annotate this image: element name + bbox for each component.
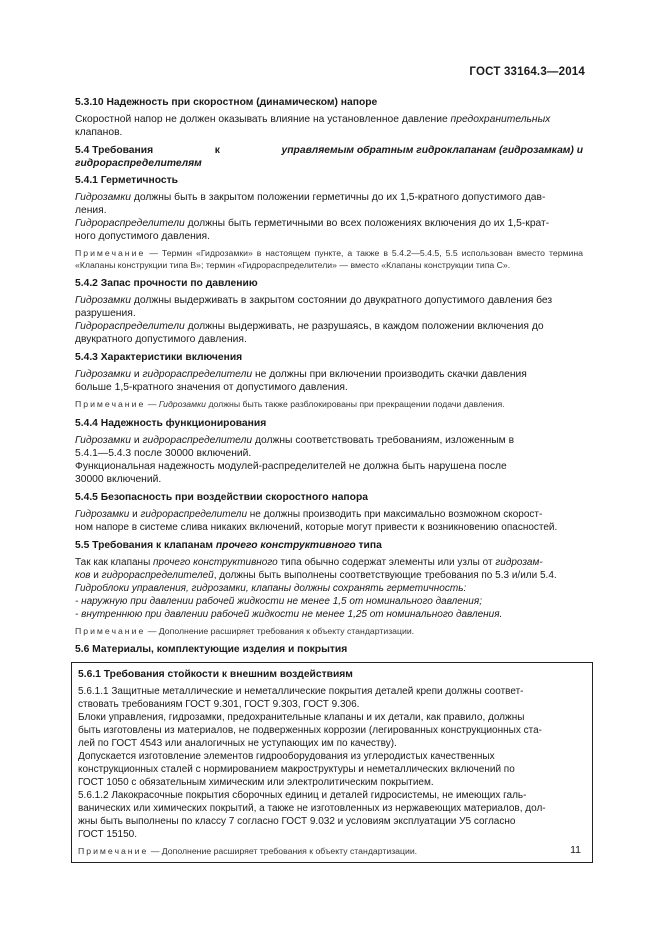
- text-emphasis: гидрораспределители: [142, 434, 253, 446]
- text-line: клапанов.: [75, 127, 123, 138]
- text-line: ления.: [75, 205, 107, 216]
- note-text: — Дополнение расширяет требования к объекту стандартизации.: [148, 846, 418, 856]
- text-line: Функциональная надежность модулей-распределителей не должна быть нарушена после: [75, 460, 507, 472]
- note-label: Примечание: [75, 625, 146, 636]
- list-item: - внутреннюю при давлении рабочей жидкости не менее 1,25 от номинального давления.: [75, 608, 503, 620]
- text-line: не должны при включении производить скачки давления: [252, 369, 527, 380]
- text-line: и: [130, 434, 143, 446]
- text-line: ствовать требованиям ГОСТ 9.301, ГОСТ 9.303, ГОСТ 9.306.: [78, 699, 360, 710]
- text-line: 5.6.1.1 Защитные металлические и неметаллические покрытия деталей крепи должны соответ-: [78, 686, 524, 697]
- text-line: ГОСТ 1050 с обязательным химическим или электролитическим покрытием.: [78, 777, 434, 788]
- text-emphasis: Гидрозамки: [75, 434, 131, 446]
- text-emphasis: гидрораспределители: [140, 508, 247, 520]
- text-line: ГОСТ 15150.: [78, 829, 137, 840]
- text-line: Допускается изготовление элементов гидрооборудования из углеродистых качественных: [78, 751, 495, 762]
- text-emphasis: Гидрораспределители: [75, 218, 185, 229]
- text-line: должны быть герметичными во всех положениях включения до их 1,5-крат-: [184, 218, 550, 229]
- title-part: управляемым обратным гидроклапанам (гидрозамкам) и: [281, 145, 583, 156]
- text-line: быть изготовлены из материалов, не подверженных коррозии (легированных конструкционных ста-: [78, 725, 542, 736]
- list-item: - наружную при давлении рабочей жидкости не менее 1,5 от номинального давления;: [75, 595, 482, 607]
- section-5-4-2-text: [75, 294, 583, 346]
- note-emphasis: Гидрозамки: [158, 399, 207, 409]
- text-emphasis: предохранительных: [450, 114, 551, 125]
- text-line: разрушения.: [75, 308, 136, 319]
- section-5-3-10-title: 5.3.10 Надежность при скоростном (динамическом) напоре: [75, 97, 378, 108]
- note-5-4-1: [75, 248, 583, 271]
- text-line: должны выдерживать в закрытом состоянии до двукратного допустимого давления без: [130, 295, 553, 306]
- text-line: Скоростной напор не должен оказывать влияние на установленное давление: [75, 114, 451, 125]
- section-5-4-2-title: 5.4.2 Запас прочности по давлению: [75, 278, 258, 289]
- text-line: должны соответствовать требованиям, изложенным в: [252, 434, 515, 446]
- text-line: ного допустимого давления.: [75, 231, 210, 242]
- note-label: Примечание: [75, 399, 146, 409]
- text-line: больше 1,5-кратного значения от допустимого давления.: [75, 382, 348, 393]
- text-line: должны быть в закрытом положении герметичны до их 1,5-кратного допустимого дав-: [130, 192, 546, 203]
- text-line: Гидроблоки управления, гидрозамки, клапаны должны сохранять герметичность:: [75, 582, 467, 594]
- text-emphasis: гидрораспределителей: [101, 569, 214, 581]
- section-5-4-5-title: 5.4.5 Безопасность при воздействии скоростного напора: [75, 491, 368, 503]
- text-emphasis: гидрозам-: [495, 556, 543, 568]
- text-line: и: [130, 369, 143, 380]
- document-code: ГОСТ 33164.3—2014: [469, 66, 585, 78]
- text-emphasis: гидрораспределители: [142, 369, 253, 380]
- section-5-6-1-box: [71, 662, 593, 863]
- title-part: к: [214, 145, 220, 156]
- text-emphasis: Гидрораспределители: [75, 321, 185, 332]
- section-5-5-text: [75, 556, 583, 621]
- title-part: типа: [355, 539, 382, 551]
- section-5-4-5-text: [75, 508, 583, 534]
- text-line: 30000 включений.: [75, 473, 162, 485]
- text-emphasis: прочего конструктивного: [153, 556, 278, 568]
- text-line: типа обычно содержат элементы или узлы от: [277, 556, 496, 568]
- section-5-5-title: [75, 539, 583, 552]
- text-line: ном напоре в системе слива никаких включений, которые могут привести к возникновению опасностей.: [75, 521, 558, 533]
- section-5-4-title-cont: гидрораспределителям: [75, 158, 202, 169]
- title-part: 5.4 Требования: [75, 145, 154, 156]
- text-line: ванических или химических покрытий, а также не изготовленных из нержавеющих материалов, дол-: [78, 803, 546, 814]
- text-emphasis: ков: [75, 569, 91, 581]
- section-5-6-1-title: 5.6.1 Требования стойкости к внешним воздействиям: [78, 669, 353, 680]
- title-emphasis: прочего конструктивного: [215, 539, 356, 551]
- section-5-4-3-title: 5.4.3 Характеристики включения: [75, 352, 243, 363]
- note-5-5: [75, 626, 583, 638]
- title-part: 5.5 Требования к клапанам: [75, 539, 216, 551]
- note-text: — Дополнение расширяет требования к объекту стандартизации.: [145, 625, 415, 636]
- section-5-4-1-title: 5.4.1 Герметичность: [75, 175, 178, 186]
- note-5-4-3: Примечание — Гидрозамки должны быть также разблокированы при прекращении подачи давления.: [75, 399, 505, 409]
- note-5-6-1: [78, 846, 586, 858]
- text-emphasis: Гидрозамки: [75, 295, 131, 306]
- text-line: не должны производить при максимально возможном скорост-: [247, 508, 543, 520]
- section-5-4-4-title: 5.4.4 Надежность функционирования: [75, 417, 267, 429]
- text-line: лей по ГОСТ 4543 или аналогичных не уступающих им по качеству).: [78, 738, 397, 749]
- text-line: двукратного допустимого давления.: [75, 334, 247, 345]
- note-label: Примечание: [78, 846, 149, 856]
- text-line: и: [129, 508, 141, 520]
- note-text: — Термин «Гидрозамки» в настоящем пункте, а также в 5.4.2—5.4.5, 5.5 использован вместо термина «Клапаны конструкции типа В»; термин «Гидрораспределители» — вместо «Клапаны конструкции типа С».: [75, 248, 583, 270]
- text-line: должны выдерживать, не разрушаясь, в каждом положении включения до: [184, 321, 544, 332]
- note-label: Примечание: [75, 248, 146, 258]
- text-emphasis: Гидрозамки: [75, 508, 130, 520]
- text-line: и: [90, 569, 102, 581]
- page-number: 11: [570, 844, 581, 856]
- section-5-4-3-text: [75, 368, 583, 394]
- text-emphasis: Гидрозамки: [75, 192, 131, 203]
- text-line: Блоки управления, гидрозамки, предохранительные клапаны и их детали, как правило, должны: [78, 712, 525, 723]
- section-5-6-1-text: [78, 685, 586, 841]
- text-line: жны быть выполнены по классу 7 согласно ГОСТ 9.032 и условиям эксплуатации У5 согласно: [78, 816, 516, 827]
- section-5-4-title: [75, 144, 583, 157]
- text-line: , должны быть выполнены соответствующие требования по 5.3 и/или 5.4.: [213, 569, 557, 581]
- section-5-4-4-text: [75, 434, 583, 486]
- text-line: Так как клапаны: [75, 556, 154, 568]
- text-line: конструкционных сталей с нормированием макроструктуры и неметаллических включений по: [78, 764, 515, 775]
- section-5-3-10-text: [75, 113, 583, 139]
- document-body: [75, 96, 583, 863]
- section-5-6-title: 5.6 Материалы, комплектующие изделия и покрытия: [75, 644, 348, 655]
- text-emphasis: Гидрозамки: [75, 369, 131, 380]
- text-line: 5.6.1.2 Лакокрасочные покрытия сборочных единиц и деталей гидросистемы, не имеющих галь-: [78, 790, 527, 801]
- section-5-4-1-text: [75, 191, 583, 243]
- note-text: должны быть также разблокированы при прекращении подачи давления.: [206, 399, 505, 409]
- text-line: 5.4.1—5.4.3 после 30000 включений.: [75, 447, 252, 459]
